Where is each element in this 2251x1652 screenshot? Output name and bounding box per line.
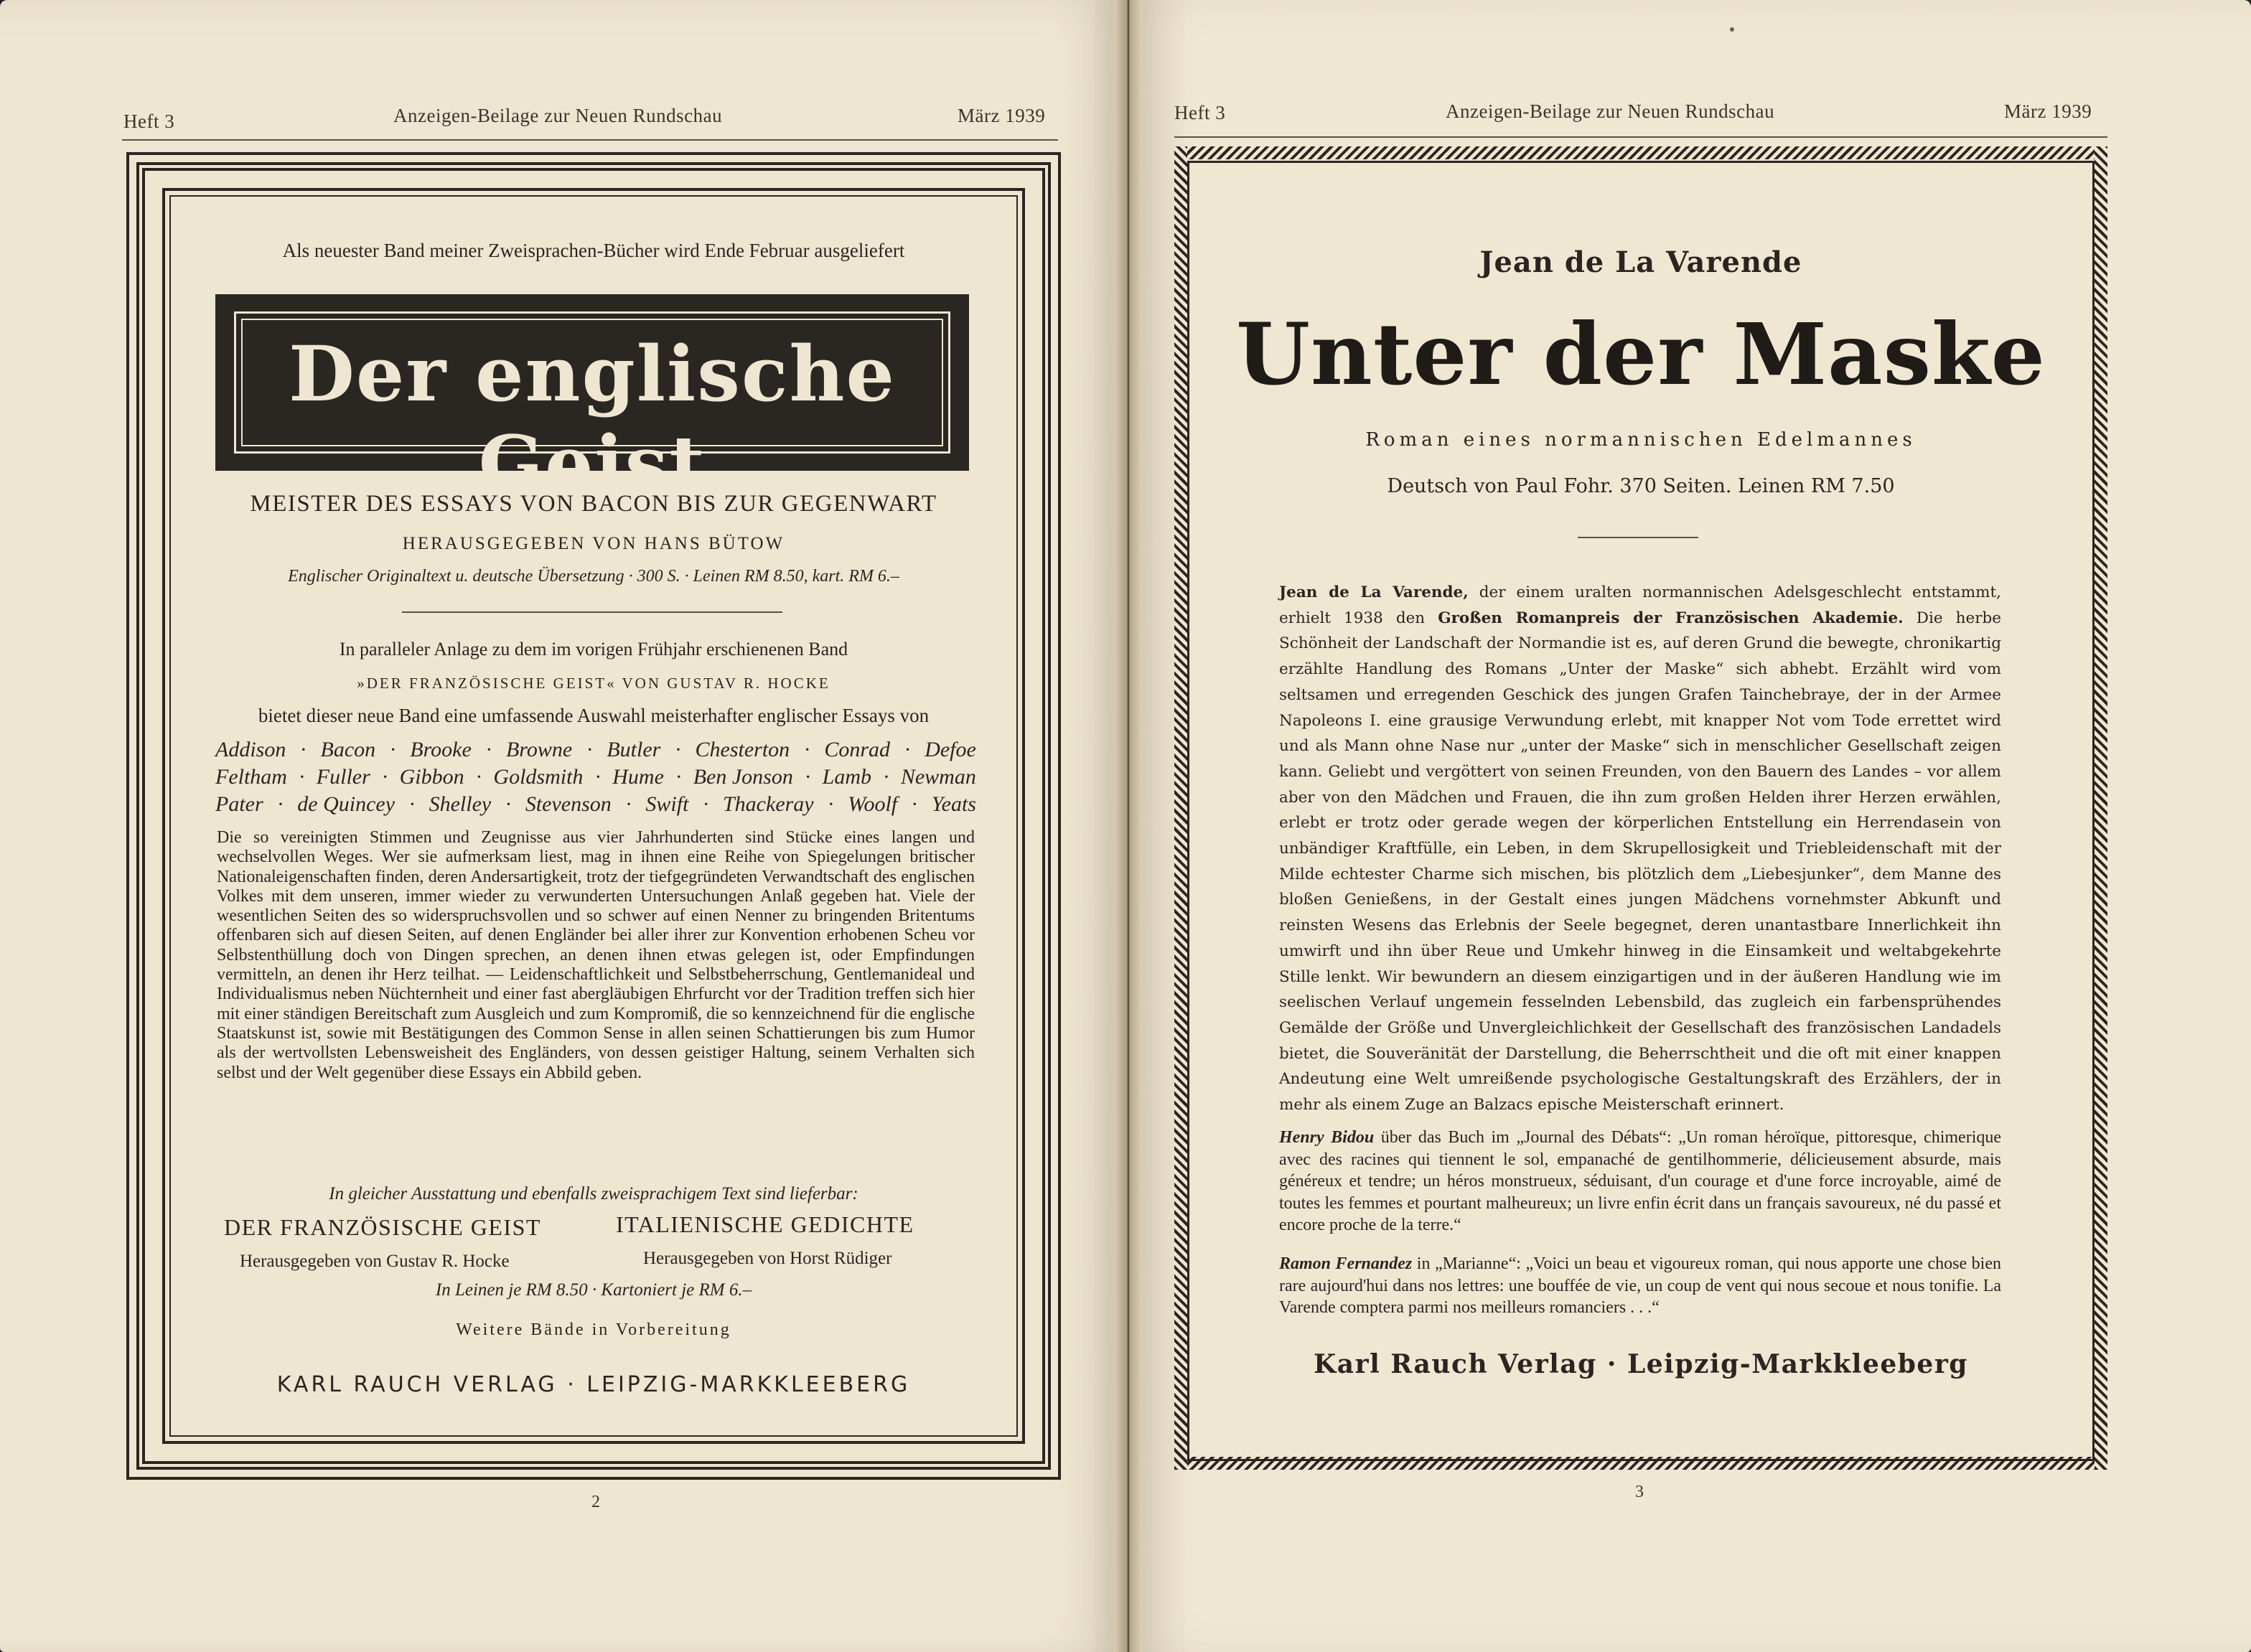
author-row-2: Feltham · Fuller · Gibbon · Goldsmith · Hume · Ben Jonson · Lamb · Newman [215,765,976,789]
left-header-rule [122,139,1058,141]
right-ad-divider [1578,537,1698,538]
left-ad-intro: Als neuester Band meiner Zweisprachen-Bücher wird Ende Februar ausgeliefert [282,240,905,261]
left-ad-book1-title: DER FRANZÖSISCHE GEIST [224,1214,541,1240]
right-ad-publisher: Karl Rauch Verlag · Leipzig-Markkleeberg [1314,1349,1968,1379]
right-ad-book-title: Unter der Maske [1236,304,2046,404]
left-page-number: 2 [591,1493,600,1511]
right-ad-border-left [1174,146,1187,1470]
right-header-title: Anzeigen-Beilage zur Neuen Rundschau [1446,100,1775,122]
left-ad-editor: HERAUSGEGEBEN VON HANS BÜTOW [402,534,785,553]
left-ad-subtitle: MEISTER DES ESSAYS VON BACON BIS ZUR GEGENWART [250,491,937,517]
right-ad-quote-bidou: Henry Bidou über das Buch im „Journal des Débats“: „Un roman héroïque, pittoresque, chimerique avec des racines qui tiennent le sol, empanaché de gentilhommerie, délicieusement absurde, mais généreux et tendre; un héros monstrueux, séduisant, d'un courage et d'une force incroyable, aimé de toutes les femmes et pourtant malheureux; un livre enfin écrit dans un français savoureux, né du passé et encore proche de la terre.“ [1279,1128,2002,1234]
left-ad-prices: In Leinen je RM 8.50 · Kartoniert je RM 6.– [435,1280,752,1300]
author-row-1: Addison · Bacon · Brooke · Browne · Butler · Chesterton · Conrad · Defoe [215,738,976,761]
left-ad-authors [215,738,976,820]
right-ad-border-top [1174,146,2107,159]
right-page-number: 3 [1635,1483,1644,1501]
left-ad-parallel-title: »DER FRANZÖSISCHE GEIST« VON GUSTAV R. HOCKE [357,675,830,692]
right-ad-details: Deutsch von Paul Fohr. 370 Seiten. Leinen RM 7.50 [1387,475,1895,497]
left-header-title: Anzeigen-Beilage zur Neuen Rundschau [393,105,723,126]
left-header-date: März 1939 [958,105,1046,126]
left-ad-also: In gleicher Ausstattung und ebenfalls zweisprachigem Text sind lieferbar: [329,1184,858,1203]
left-ad-offers: bietet dieser neue Band eine umfassende Auswahl meisterhafter englischer Essays von [258,705,930,726]
left-ad-book1-editor: Herausgegeben von Gustav R. Hocke [240,1252,510,1271]
left-header-issue: Heft 3 [123,111,175,132]
left-ad-details: Englischer Originaltext u. deutsche Übersetzung · 300 S. · Leinen RM 8.50, kart. RM 6.– [288,567,899,586]
left-ad-body: Die so vereinigten Stimmen und Zeugnisse aus vier Jahrhunderten sind Stücke eines langen und wechselvollen Weges. Wer sie aufmerksam liest, mag in ihnen eine Reihe von Spiegelungen britischer Nationaleigenschaften finden, deren Andersartigkeit, trotz der tiefgegründeten Verwandtschaft des englischen Volkes mit dem unseren, immer wieder zu verwunderten Untersuchungen Anlaß gegeben hat. Viele der wesentlichen Seiten des so widerspruchsvollen und so schwer auf einen Nenner zu bringenden Britentums offenbaren sich auf diesen Seiten, auf denen Engländer bei aller ihrer zur Konvention erhobenen Scheu vor Selbstenthüllung doch von Dingen sprechen, an denen ihnen etwas gelegen ist, oder Empfindungen vermitteln, an denen ihr Herz teilhat. — Leidenschaftlichkeit und Selbstbeherrschung, Gentlemanideal und Individualismus neben Nüchternheit und einer fast abergläubigen Ehrfurcht vor der Tradition treffen sich hier mit einer ständigen Bereitschaft zum Ausgleich und zum Kompromiß, die so kennzeichnend für die englische Staatskunst ist, sowie mit Bestätigungen des Common Sense in allen seinen Schattierungen bis zum Humor als der wertvollsten Lebensweisheit des Engländers, von dessen geistiger Haltung, seinem Verhalten sich selbst und der Welt gegenüber diese Essays ein Abbild geben. [217,828,975,1082]
paper-speck [1730,27,1734,32]
left-ad-book-title: Der englische Geist [289,329,896,508]
right-ad-border-right [2095,146,2107,1470]
right-header-date: März 1939 [2004,100,2092,122]
right-ad-author: Jean de La Varende [1479,245,1802,279]
right-ad-quote-fernandez: Ramon Fernandez in „Marianne“: „Voici un beau et vigoureux roman, qui nous apporte une chose bien rare aujourd'hui dans nos lettres: une bouffée de vie, un coup de vent qui nous secoue et nous tonifie. La Varende comptera parmi nos meilleurs romanciers . . .“ [1279,1254,2001,1317]
book-spine [1114,0,1143,1652]
left-ad-more: Weitere Bände in Vorbereitung [456,1320,731,1339]
right-header-rule [1174,136,2107,138]
author-row-3: Pater · de Quincey · Shelley · Stevenson · Swift · Thackeray · Woolf · Yeats [215,792,976,816]
left-ad-parallel: In paralleler Anlage zu dem im vorigen Frühjahr erschienenen Band [339,639,848,660]
right-ad-body: Jean de La Varende, der einem uralten normannischen Adelsgeschlecht entstammt, erhielt 1938 den Großen Romanpreis der Französischen Akademie. Die herbe Schönheit der Landschaft der Normandie ist es, auf deren Grund die bewegte, chronikartig erzählte Handlung des Romans „Unter der Maske“ sich abhebt. Erzählt wird vom seltsamen und erregenden Geschick des jungen Grafen Tainchebraye, der in der Armee Napoleons I. eine grausige Verwundung erlebt, mit knapper Not vom Tode errettet wird und als Mann ohne Nase nur „unter der Maske“ sich in menschlicher Gesellschaft zeigen kann. Geliebt und vergöttert von seinen Freunden, von den Bauern des Landes – vor allem aber von den Mädchen und Frauen, die ihn zum großen Helden ihrer Herzen erwählen, erlebt er trotz oder gerade wegen der körperlichen Entstellung ein Herrendasein von unbändiger Kraftfülle, ein Leben, in dem Skrupellosigkeit und Triebleidenschaft mit der Milde echtester Charme sich mischen, bis plötzlich dem „Liebesjunker“, dem Manne des bloßen Genießens, in der Gestalt eines jungen Mädchens vornehmster Abkunft und reinsten Wesens das Erlebnis der Seele begegnet, deren unantastbare Innerlichkeit ihn umwirft und ihn über Reue und Umkehr hinweg in die Einsamkeit und weltabgekehrte Stille lenkt. Wir bewundern an diesem einzigartigen und in der äußeren Handlung wie im seelischen Verlauf ungemein fesselnden Lebensbild, das zugleich ein farbensprühendes Gemälde der Größe und Unvergleichlichkeit der Gesellschaft des französischen Landadels bietet, die Souveränität der Darstellung, die Beherrschtheit und die oft mit einer knappen Andeutung eine Welt umreißende psychologische Gestaltungskraft des Erzählers, der in mehr als einem Zuge an Balzacs epische Meisterschaft erinnert. [1279,583,2001,1114]
left-ad-divider [402,611,782,613]
right-ad-subtitle: Roman eines normannischen Edelmannes [1365,429,1917,451]
left-ad-book2-title: ITALIENISCHE GEDICHTE [616,1211,914,1237]
left-ad-publisher: KARL RAUCH VERLAG · LEIPZIG-MARKKLEEBERG [276,1372,911,1397]
right-header-issue: Heft 3 [1174,102,1226,123]
left-ad-book2-editor: Herausgegeben von Horst Rüdiger [643,1249,892,1268]
